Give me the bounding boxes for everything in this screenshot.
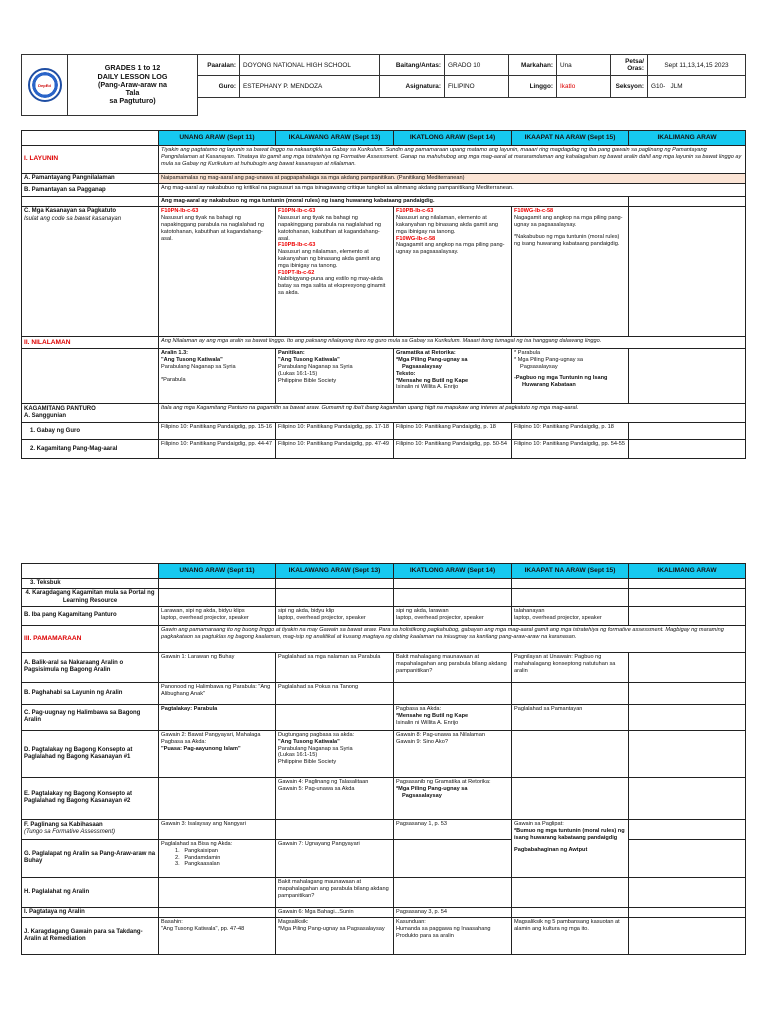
paglalahat-label: H. Paglalahat ng Aralin — [22, 877, 159, 907]
kagamitang-mag-aaral-day-1: Filipino 10: Panitikang Pandaigdig, pp. 44-47 — [159, 440, 276, 459]
deped-logo-cell — [22, 55, 68, 116]
gabay-ng-guro-day-1: Filipino 10: Panitikang Pandaigdig, pp. 15-16 — [159, 423, 276, 440]
pagtataya-day-3: Pagsasanay 3, p. 54 — [394, 907, 512, 917]
pag-uugnay-label: C. Pag-uugnay ng Halimbawa sa Bagong Aralin — [22, 704, 159, 730]
pamantayang-pangnilalaman-text: Naipamamalas ng mag-aaral ang pag-unawa at pagpapahalaga sa mga akdang pampanitikan. (Panitikang Mediterranean) — [159, 174, 746, 184]
pamantayang-pangnilalaman-label: A. Pamantayang Pangnilalaman — [22, 174, 159, 184]
pag-uugnay-day-3: Pagbasa sa Akda: *Mensahe ng Butil ng Kape Isinalin ni Willita A. Enrijo — [394, 704, 512, 730]
day-5-header: IKALIMANG ARAW — [629, 131, 746, 146]
pagtalakay-1-label: D. Pagtalakay ng Bagong Konsepto at Paglalahad ng Bagong Kasanayan #1 — [22, 730, 159, 777]
day-2-header: IKALAWANG ARAW (Sept 13) — [276, 131, 394, 146]
karagdagang-gawain-label: J. Karagdagang Gawain para sa Takdang-Aralin at Remediation — [22, 918, 159, 955]
pamantayan-sa-pagganap-text: Ang mag-aaral ay nakabubuo ng kritikal na pagsusuri sa mga isinagawang critique tungkol sa alinmang akdang pampanitikang Mediterranean. — [159, 184, 746, 197]
karagdagang-gawain-day-4: Magsaliksik ng 5 pambansang kasuotan at alamin ang kultura ng mga ito. — [512, 918, 629, 955]
asignatura-label: Asignatura: — [380, 76, 445, 97]
paglalapat-label: G. Paglalapat ng Aralin sa Pang-Araw-araw na Buhay — [22, 839, 159, 877]
pag-uugnay-day-4: Paglalahad sa Pamantayan — [512, 704, 629, 730]
gabay-ng-guro-day-2: Filipino 10: Panitikang Pandaigdig, pp. 17-18 — [276, 423, 394, 440]
paghahabi-day-1: Panonood ng Halimbawa ng Parabula: "Ang Alibughang Anak" — [159, 682, 276, 704]
seksyon-label: Seksyon: — [611, 76, 648, 97]
iba-day-3: sipi ng akda, larawan laptop, overhead projector, speaker — [394, 606, 512, 625]
linggo-label: Linggo: — [509, 76, 557, 97]
baitang-label: Baitang/Antas: — [380, 55, 445, 76]
portal-label: 4. Karagdagang Kagamitan mula sa Portal ng Learning Resource — [22, 589, 159, 607]
kagamitang-mag-aaral-day-2: Filipino 10: Panitikang Pandaigdig, pp. 47-49 — [276, 440, 394, 459]
layunin-text: Tiyakin ang pagtatamo ng layunin sa bawat linggo na nakaangkla sa Gabay sa Kurikulum. Sundin ang pamamaraan upang matamo ang layunin, maaari ring magdagdag ng iba pang gawain sa paglinang ng Pamantayang Pangnilalaman at Kasanayan. Tinataya ito gamit ang mga istratehiya ng Formative Assessment. Ganap na mahuhubog ang mga mag-aaral at mararamdaman ang kahalagahan ng bawat aralin dahil ang mga layunin sa bawat linggo ay mula sa Gabay ng Kurikulum at huhubugin ang bawat kasanayan at nilalaman. — [159, 146, 746, 174]
nilalaman-day-2: Panitikan: "Ang Tusong Katiwala" Parabulang Naganap sa Syria (Lukas 16:1-15) Philippine Bible Society — [276, 349, 394, 404]
nilalaman-heading: II. NILALAMAN — [22, 337, 159, 349]
iba-day-2: sipi ng akda, bidyu klip laptop, overhead projector, speaker — [276, 606, 394, 625]
balik-aral-day-2: Paglalahad sa mga nalaman sa Parabula — [276, 652, 394, 682]
kasanayan-day-1: F10PN-Ib-c-63 Nasusuri ang tiyak na bahagi ng napakinggang parabula na naglalahad ng katotohanan, kabutihan at kagandahang-asal. — [159, 207, 276, 337]
lesson-table-1 — [21, 130, 746, 459]
day-4-header: IKAAPAT NA ARAW (Sept 15) — [512, 564, 629, 579]
school-seal-icon: DepEd — [28, 68, 62, 102]
karagdagang-gawain-day-3: Kasunduan: Humanda sa paggawa ng Inaasahang Produkto para sa aralin — [394, 918, 512, 955]
pagtalakay-2-day-3: Pagsasanib ng Gramatika at Retorika: *Mga Piling Pang-ugnay sa Pagsasalaysay — [394, 777, 512, 819]
kagamitang-mag-aaral-day-4: Filipino 10: Panitikang Pandaigdig, pp. 54-55 — [512, 440, 629, 459]
pagtalakay-2-label: E. Pagtalakay ng Bagong Konsepto at Paglalahad ng Bagong Kasanayan #2 — [22, 777, 159, 819]
seksyon-value: G10- JLM — [648, 76, 746, 97]
markahan-label: Markahan: — [509, 55, 557, 76]
iba-day-1: Larawan, sipi ng akda, bidyu klips laptop, overhead projector, speaker — [159, 606, 276, 625]
pagtalakay-1-day-2: Dugtungang pagbasa sa akda: "Ang Tusong Katiwala" Parabulang Naganap sa Syria (Lukas 16:1-15) Philippine Bible Society — [276, 730, 394, 777]
day-2-header: IKALAWANG ARAW (Sept 13) — [276, 564, 394, 579]
pagtalakay-2-day-2: Gawain 4: Paglinang ng Talasalitaan Gawain 5: Pag-unawa sa Akda — [276, 777, 394, 819]
paglalapat-day-2: Gawain 7: Ugnayang Pangyayari — [276, 839, 394, 877]
pamamaraan-text: Gawin ang pamamaraang ito ng buong linggo at tiyakin na may Gawain sa bawat araw. Para sa holistikong pagkahubog, gabayan ang mga mag-aaral gamit ang mga istratehiya ng formative assessment. Magbigay ng maraming pagkakataon sa pagtuklas ng bagong kaalaman, mag-isip ng analitikal at kusang magtaya ng dating kaalaman na iniuugnay sa kanilang pang-araw-araw na karanasan. — [159, 625, 746, 652]
asignatura-value: FILIPINO — [445, 76, 509, 97]
day-4-header: IKAAPAT NA ARAW (Sept 15) — [512, 131, 629, 146]
balik-aral-day-3: Bakit mahalagang maunawaan at mapahalagahan ang parabula bilang akdang pampanitikan? — [394, 652, 512, 682]
petsa-label: Petsa/ Oras: — [611, 55, 648, 76]
iba-day-4: talahanayan laptop, overhead projector, speaker — [512, 606, 629, 625]
paglalahat-day-2: Bakit mahalagang maunawaan at mapahalagahan ang parabula bilang akdang pampanitikan? — [276, 877, 394, 907]
petsa-value: Sept 11,13,14,15 2023 — [648, 55, 746, 76]
paghahabi-day-2: Paglalahad sa Pokus na Tanong — [276, 682, 394, 704]
iba-pang-kagamitan-label: B. Iba pang Kagamitang Panturo — [22, 606, 159, 625]
nilalaman-day-3: Gramatika at Retorika: *Mga Piling Pang-ugnay sa Pagsasalaysay Teksto: *Mensahe ng Butil ng Kape Isinalin ni Willita A. Enrijo — [394, 349, 512, 404]
kabihasaan-label: F. Paglinang sa Kabihasaan (Tungo sa Formative Assessment) — [22, 819, 159, 839]
kagamitang-panturo-text: Itala ang mga Kagamitang Panturo na gagamitin sa bawat araw. Gumamit ng iba't ibang kagamitan upang higit na mapukaw ang interes at pagkatuto ng mga mag-aaral. — [159, 404, 746, 423]
kabihasaan-day-4: Gawain sa Paglipat: *Bumuo ng mga tuntunin (moral rules) ng isang huwarang kabataang pandaigdig Pagbabahaginan ng Awtput — [512, 819, 629, 877]
baitang-value: GRADO 10 — [445, 55, 509, 76]
kasanayan-label: C. Mga Kasanayan sa Pagkatuto Isulat ang code sa bawat kasanayan — [22, 207, 159, 337]
teksbuk-label: 3. Teksbuk — [22, 579, 159, 589]
balik-aral-day-4: Pagnilayan at Unawain: Pagbuo ng mahahalagang konseptong natutuhan sa aralin — [512, 652, 629, 682]
gabay-ng-guro-label: 1. Gabay ng Guro — [22, 423, 159, 440]
paglalapat-day-1: Paglalahad sa Bisa ng Akda: 1. Pangkaisipan 2. Pandamdamin 3. Pangkaasalan — [159, 839, 276, 877]
day-1-header: UNANG ARAW (Sept 11) — [159, 564, 276, 579]
guro-value: ESTEPHANY P. MENDOZA — [240, 76, 380, 97]
header-table — [21, 54, 746, 116]
paaralan-value: DOYONG NATIONAL HIGH SCHOOL — [240, 55, 380, 76]
balik-aral-day-1: Gawain 1: Larawan ng Buhay — [159, 652, 276, 682]
day-5-header: IKALIMANG ARAW — [629, 564, 746, 579]
day-3-header: IKATLONG ARAW (Sept 14) — [394, 131, 512, 146]
kasanayan-day-3: F10PB-Ib-c-63 Nasusuri ang nilalaman, elemento at kakanyahan ng binasang akda gamit ang mga ibinigay na tanong. F10WG-Ib-c-58 Nagagamit ang angkop na mga piling pang-ugnay sa pagsasalaysay. — [394, 207, 512, 337]
balik-aral-label: A. Balik-aral sa Nakaraang Aralin o Pagsisimula ng Bagong Aralin — [22, 652, 159, 682]
nilalaman-text: Ang Nilalaman ay ang mga aralin sa bawat linggo. Ito ang paksang nilalayong ituro ng guro mula sa Gabay sa Kurikulum. Maaari itong tumagal ng isa hanggang dalawang linggo. — [159, 337, 746, 349]
guro-label: Guro: — [198, 76, 240, 97]
gabay-ng-guro-day-4: Filipino 10: Panitikang Pandaigdig, p. 18 — [512, 423, 629, 440]
kagamitang-mag-aaral-label: 2. Kagamitang Pang-Mag-aaral — [22, 440, 159, 459]
pagtataya-label: I. Pagtataya ng Aralin — [22, 907, 159, 917]
kabihasaan-day-3: Pagsasanay 1, p. 53 — [394, 819, 512, 839]
day-3-header: IKATLONG ARAW (Sept 14) — [394, 564, 512, 579]
kagamitang-mag-aaral-day-3: Filipino 10: Panitikang Pandaigdig, pp. 50-54 — [394, 440, 512, 459]
kabihasaan-day-1: Gawain 3: Isalaysay ang Nangyari — [159, 819, 276, 839]
pag-uugnay-day-1: Pagtalakay: Parabula — [159, 704, 276, 730]
nilalaman-day-1: Aralin 1.3: "Ang Tusong Katiwala" Parabulang Naganap sa Syria *Parabula — [159, 349, 276, 404]
pamamaraan-heading: III. PAMAMARAAN — [22, 625, 159, 652]
pagtalakay-1-day-3: Gawain 8: Pag-unawa sa Nilalaman Gawain 9: Sino Ako? — [394, 730, 512, 777]
nilalaman-day-4: * Parabula * Mga Piling Pang-ugnay sa Pagsasalaysay -Pagbuo ng mga Tuntunin ng Isang Huwarang Kabataan — [512, 349, 629, 404]
paaralan-label: Paaralan: — [198, 55, 240, 76]
markahan-value: Una — [557, 55, 611, 76]
karagdagang-gawain-day-1: Basahin: "Ang Tusong Katiwala", pp. 47-48 — [159, 918, 276, 955]
page-title: GRADES 1 to 12 DAILY LESSON LOG (Pang-Araw-araw na Tala sa Pagtuturo) — [68, 55, 198, 116]
layunin-heading: I. LAYUNIN — [22, 146, 159, 174]
pamantayan-sa-pagganap-label: B. Pamantayan sa Pagganap — [22, 184, 159, 197]
pagtataya-day-2: Gawain 6: Mga Bahagi...Sunin — [276, 907, 394, 917]
kasanayan-day-2: F10PN-Ib-c-63 Nasusuri ang tiyak na bahagi ng napakinggang parabula na naglalahad ng katotohanan, kabutihan at kagandahang-asal. F10PB-Ib-c-63 Nasusuri ang nilalaman, elemento at kakanyahan ng binasang akda gamit ang mga ibinigay na tanong. F10PT-Ib-c-62 Nabibigyang-puna ang estilo ng may-akda batay sa mga salita at ekspresyong ginamit sa akda. — [276, 207, 394, 337]
karagdagang-gawain-day-2: Magsaliksik: *Mga Piling Pang-ugnay sa Pagsasalaysay — [276, 918, 394, 955]
paghahabi-label: B. Paghahabi sa Layunin ng Aralin — [22, 682, 159, 704]
day-1-header: UNANG ARAW (Sept 11) — [159, 131, 276, 146]
kasanayan-day-4: F10WG-Ib-c-58 Nagagamit ang angkop na mga piling pang-ugnay sa pagsasalaysay. *Nakabubuo ng mga tuntunin (moral rules) ng isang huwarang kabataang pandaigdig. — [512, 207, 629, 337]
gabay-ng-guro-day-3: Filipino 10: Panitikang Pandaigdig, p. 18 — [394, 423, 512, 440]
pagtalakay-1-day-1: Gawain 2: Bawat Pangyayari, Mahalaga Pagbasa sa Akda: "Puasa: Pag-aayunong Islam" — [159, 730, 276, 777]
kagamitang-panturo-label: KAGAMITANG PANTURO A. Sanggunian — [22, 404, 159, 423]
lesson-table-2 — [21, 563, 746, 955]
linggo-value: Ikatlo — [557, 76, 611, 97]
pamantayan-moral-rules-text: Ang mag-aaral ay nakabubuo ng mga tuntunin (moral rules) ng isang huwarang kabataang pandaigdig. — [159, 197, 629, 207]
